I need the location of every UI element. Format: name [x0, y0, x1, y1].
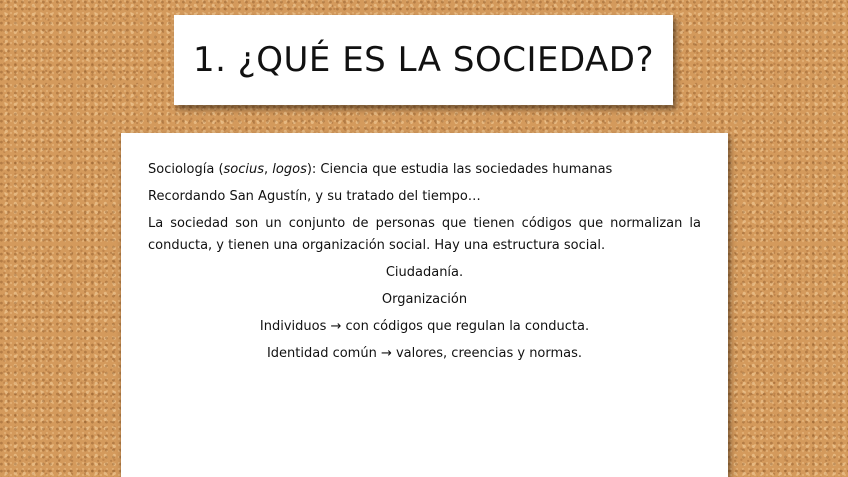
- latin-word-logos: logos: [272, 162, 307, 177]
- definition-term: Sociología (: [148, 162, 224, 177]
- slide-title: 1. ¿QUÉ ES LA SOCIEDAD?: [192, 40, 655, 80]
- definition-paragraph: [148, 159, 701, 181]
- definition-text: ): Ciencia que estudia las sociedades humanas: [306, 162, 613, 177]
- point-organization: Organización: [381, 292, 468, 307]
- point-citizenship: Ciudadanía.: [385, 265, 464, 280]
- augustine-paragraph: Recordando San Agustín, y su tratado del tiempo…: [148, 189, 481, 204]
- point-common-identity: Identidad común → valores, creencias y normas.: [266, 346, 583, 361]
- definition-separator: ,: [264, 162, 273, 177]
- latin-word-socius: socius: [223, 162, 265, 177]
- society-paragraph: La sociedad son un conjunto de personas que tienen códigos que normalizan la conducta, y tienen una organización social. Hay una estructura social.: [148, 216, 701, 253]
- point-individuals: Individuos → con códigos que regulan la conducta.: [259, 319, 590, 334]
- title-card: [174, 15, 673, 105]
- content-card: [121, 133, 728, 477]
